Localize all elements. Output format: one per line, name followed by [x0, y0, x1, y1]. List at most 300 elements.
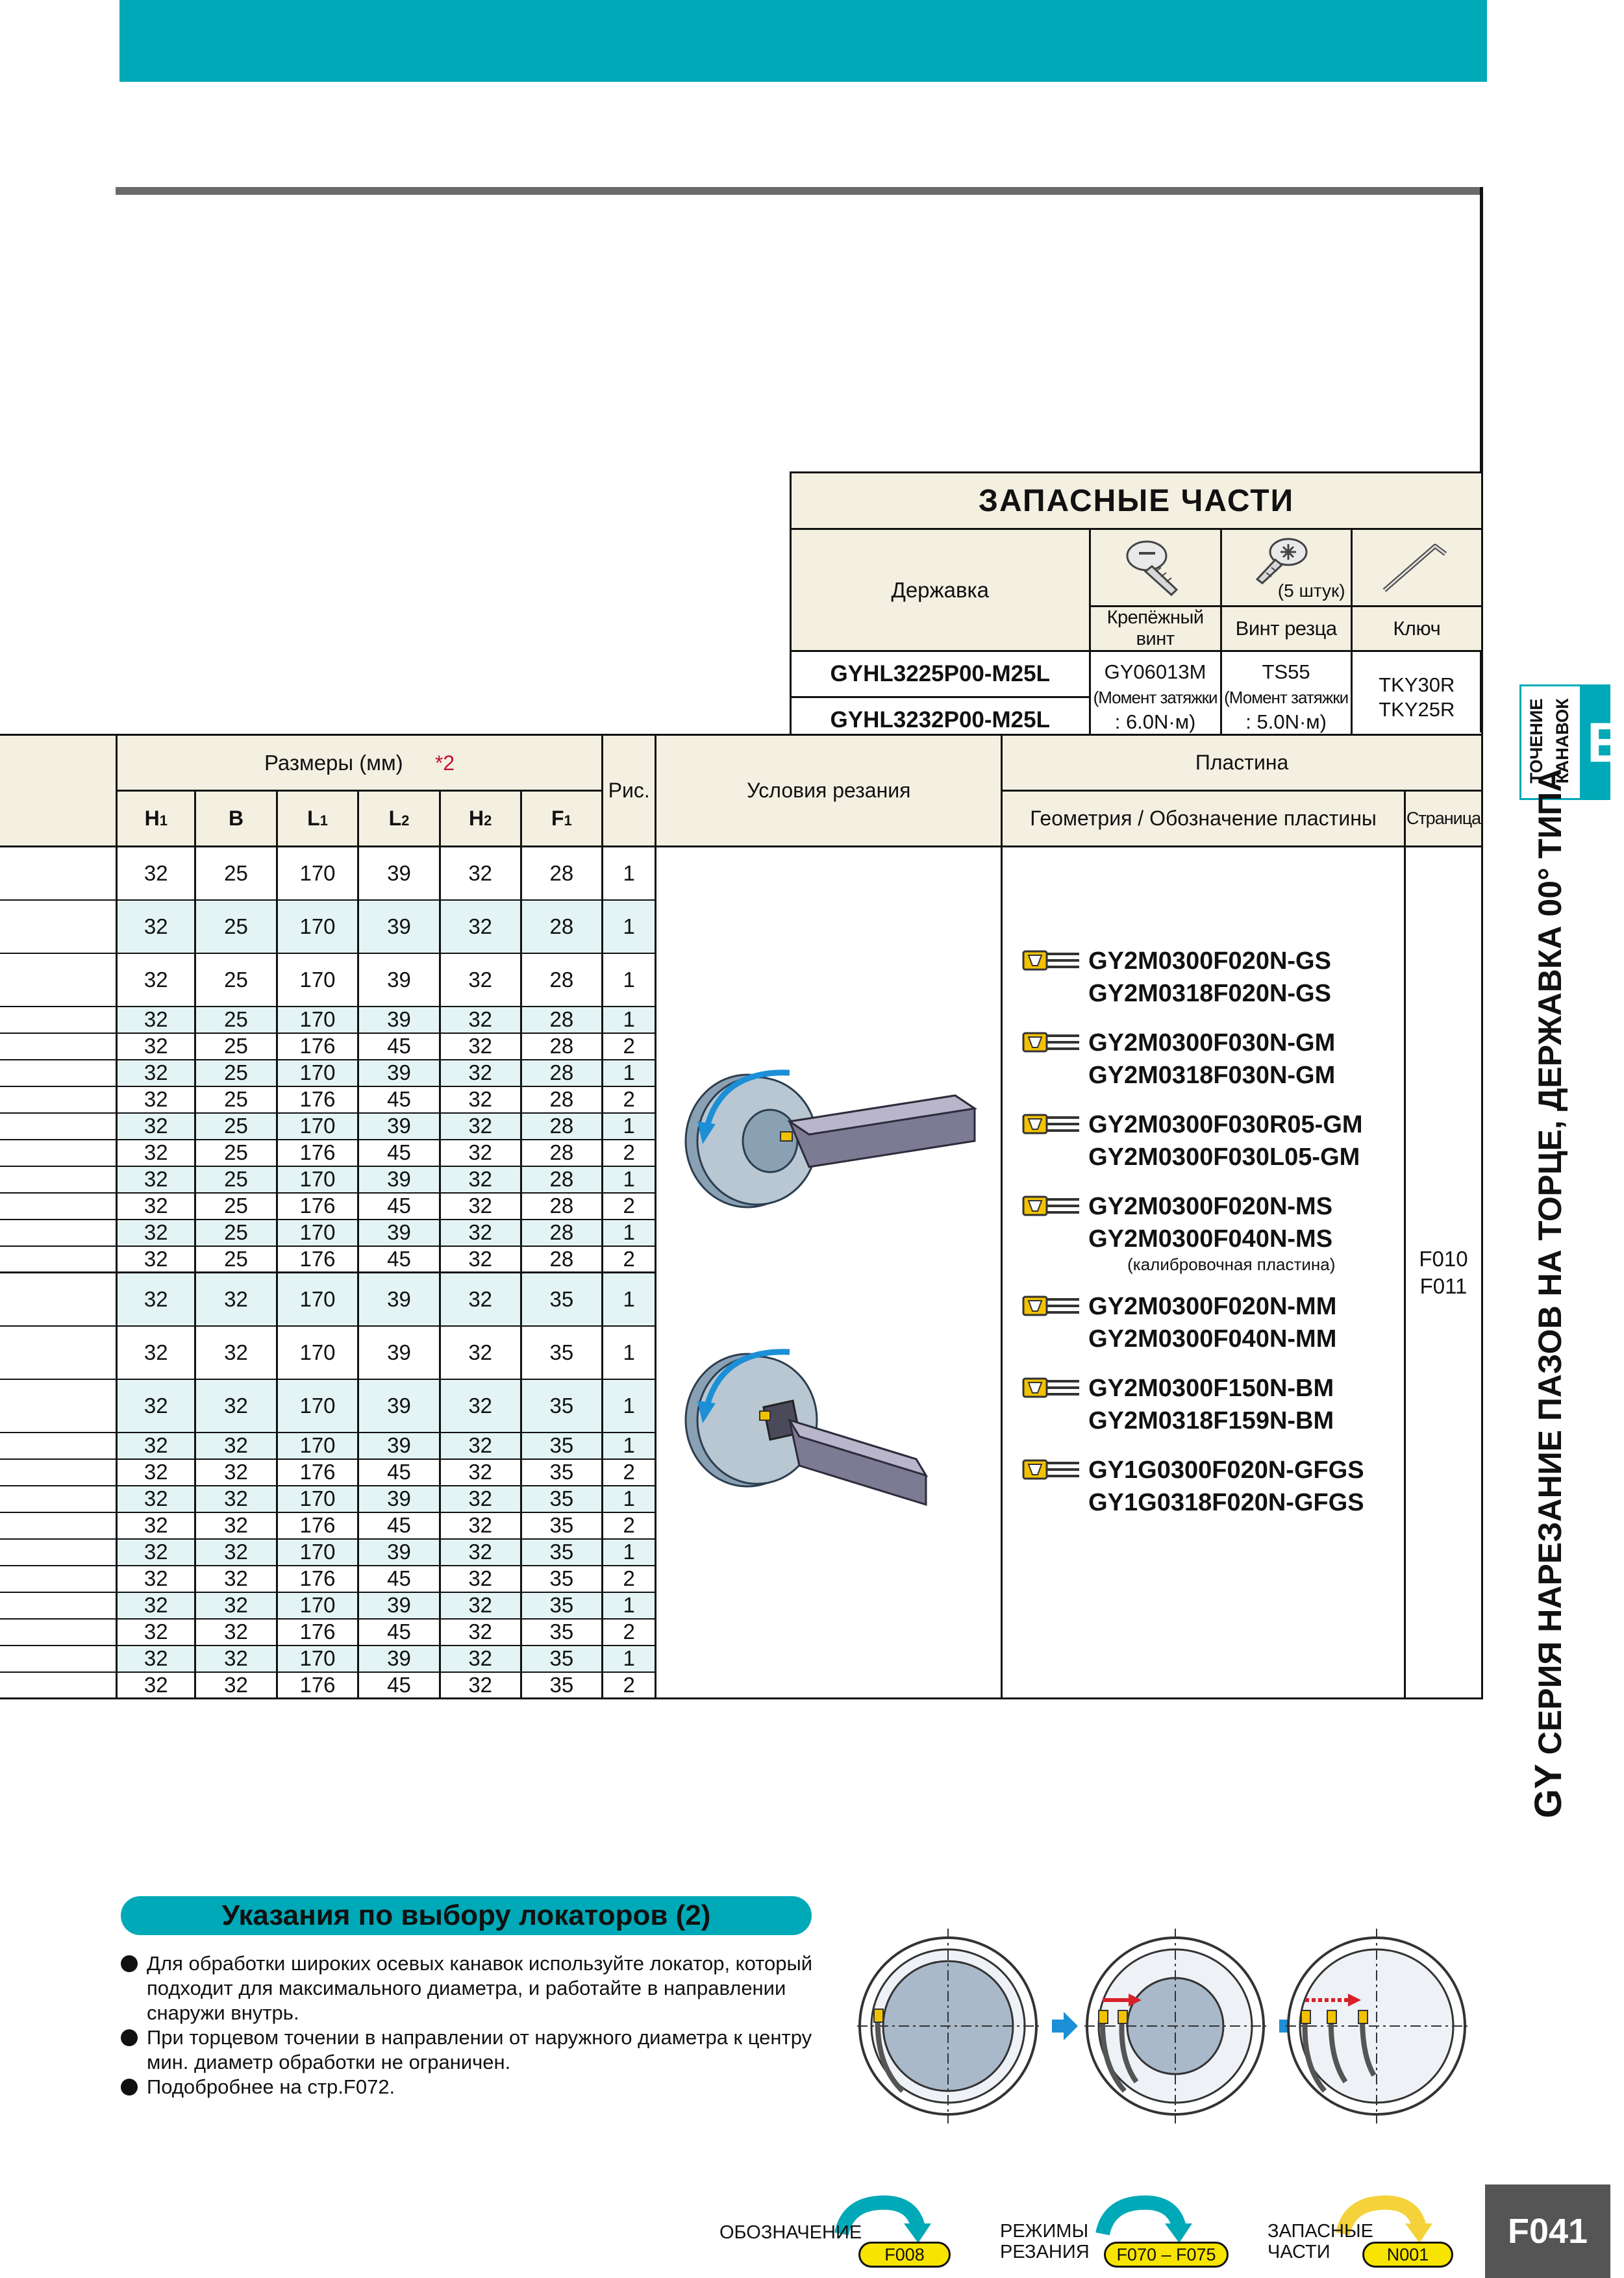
- h1-cell: 32: [117, 1007, 195, 1033]
- holder-code-cell: [0, 1672, 117, 1699]
- h2-cell: 32: [440, 953, 521, 1007]
- h1-cell: 32: [117, 1246, 195, 1273]
- b-cell: 32: [195, 1539, 277, 1566]
- holder-code: GYHL3232P00-M25L: [791, 697, 1090, 744]
- l2-cell: 45: [358, 1086, 440, 1113]
- insert-names: [1088, 945, 1331, 1010]
- l1-cell: 176: [277, 1566, 358, 1592]
- l1-cell: 170: [277, 1646, 358, 1672]
- table-row: [0, 847, 1482, 900]
- nav-label: ЗАПАСНЫЕ ЧАСТИ: [1268, 2221, 1373, 2262]
- l2-cell: 45: [358, 1512, 440, 1539]
- holder-code-cell: [0, 1459, 117, 1486]
- insert-designation: GY2M0300F020N-MS: [1088, 1193, 1333, 1220]
- insert-designation: GY2M0300F020N-GS: [1088, 947, 1331, 975]
- h2-cell: 32: [440, 1566, 521, 1592]
- h1-cell: 32: [117, 1273, 195, 1326]
- h1-cell: 32: [117, 1033, 195, 1060]
- ms-insert-icon: [1022, 1194, 1081, 1218]
- b-cell: 25: [195, 1007, 277, 1033]
- clamp-screw-torque-value: : 6.0N·м): [1114, 710, 1196, 733]
- cutting-conditions-header: Условия резания: [656, 735, 1002, 847]
- locators-bullets: [121, 1951, 822, 2099]
- holder-code-cell: [0, 1486, 117, 1512]
- insert-designation: GY2M0300F030N-GM: [1088, 1029, 1336, 1057]
- h2-cell: 32: [440, 1619, 521, 1646]
- nav-label: РЕЖИМЫ РЕЗАНИЯ: [1000, 2221, 1090, 2262]
- l2-cell: 39: [358, 1060, 440, 1086]
- bullet-item: Подобробнее на стр.F072.: [121, 2075, 822, 2099]
- l2-cell: 39: [358, 1113, 440, 1140]
- series-title-bold: GY: [1527, 1764, 1569, 1818]
- h1-cell: 32: [117, 1326, 195, 1379]
- f1-cell: 28: [521, 1246, 602, 1273]
- h1-cell: 32: [117, 1592, 195, 1619]
- h1-cell: 32: [117, 1086, 195, 1113]
- wrench-code: TKY30R: [1379, 673, 1455, 696]
- fig-cell: 2: [602, 1672, 655, 1699]
- col-header-h1: H1: [117, 791, 195, 847]
- h2-cell: 32: [440, 1459, 521, 1486]
- fig-cell: 1: [602, 900, 655, 953]
- holder-code-cell: [0, 1086, 117, 1113]
- insert-names: [1088, 1108, 1362, 1173]
- l2-cell: 45: [358, 1246, 440, 1273]
- gfgs-insert-icon: [1022, 1458, 1081, 1481]
- col-header-l2: L2: [358, 791, 440, 847]
- fig-cell: 1: [602, 1379, 655, 1433]
- insert-screw-torque-value: : 5.0N·м): [1245, 710, 1327, 733]
- insert-names: [1088, 1290, 1336, 1355]
- insert-item: [1022, 1290, 1404, 1355]
- col-header-f1: F1: [521, 791, 602, 847]
- locator-diagram: [857, 1929, 1468, 2123]
- fig-cell: 1: [602, 1273, 655, 1326]
- page-ref[interactable]: F011: [1419, 1273, 1468, 1298]
- arrow-right-icon: [1052, 2012, 1078, 2040]
- fig-cell: 2: [602, 1246, 655, 1273]
- clamp-screw-icon: [1119, 534, 1191, 599]
- l1-cell: 176: [277, 1140, 358, 1166]
- f1-cell: 35: [521, 1646, 602, 1672]
- fig-cell: 1: [602, 847, 655, 900]
- insert-list-cell: [1002, 847, 1405, 1699]
- insert-screw-part: [1221, 651, 1351, 744]
- l1-cell: 176: [277, 1672, 358, 1699]
- b-cell: 25: [195, 1193, 277, 1220]
- holder-code-cell: [0, 1566, 117, 1592]
- cutting-conditions-cell: [656, 847, 1002, 1699]
- l1-cell: 170: [277, 847, 358, 900]
- l2-cell: 45: [358, 1140, 440, 1166]
- l2-cell: 39: [358, 847, 440, 900]
- nav-designation[interactable]: [719, 2195, 953, 2266]
- l1-cell: 176: [277, 1193, 358, 1220]
- insert-screw-label: Винт резца: [1221, 607, 1351, 651]
- h1-cell: 32: [117, 1113, 195, 1140]
- l1-cell: 170: [277, 1486, 358, 1512]
- l1-cell: 170: [277, 1220, 358, 1246]
- illustration-fig2: [686, 1352, 926, 1505]
- insert-screw-code: TS55: [1262, 660, 1310, 683]
- clamp-screw-torque-label: (Момент затяжки: [1093, 688, 1218, 707]
- h1-cell: 32: [117, 1486, 195, 1512]
- fig-cell: 1: [602, 1592, 655, 1619]
- clamp-screw-label: Крепёжный винт: [1090, 607, 1221, 651]
- b-cell: 25: [195, 1060, 277, 1086]
- f1-cell: 35: [521, 1512, 602, 1539]
- holder-code-cell: [0, 1246, 117, 1273]
- l2-cell: 45: [358, 1193, 440, 1220]
- l2-cell: 39: [358, 1433, 440, 1459]
- f1-cell: 28: [521, 1033, 602, 1060]
- h2-cell: 32: [440, 1246, 521, 1273]
- fig-cell: 2: [602, 1566, 655, 1592]
- h2-cell: 32: [440, 1379, 521, 1433]
- holder-code-cell: [0, 1433, 117, 1459]
- clamp-screw-part: [1090, 651, 1221, 744]
- insert-designation: GY2M0300F040N-MM: [1088, 1325, 1337, 1353]
- face-grooving-illustration: [660, 849, 997, 1693]
- l2-cell: 45: [358, 1619, 440, 1646]
- wrench-label: Ключ: [1351, 607, 1482, 651]
- h2-cell: 32: [440, 1486, 521, 1512]
- h2-cell: 32: [440, 1113, 521, 1140]
- h1-cell: 32: [117, 1193, 195, 1220]
- h2-cell: 32: [440, 1433, 521, 1459]
- f1-cell: 28: [521, 1086, 602, 1113]
- bullet-item: При торцевом точении в направлении от наружного диаметра к центру мин. диаметр обработки не ограничен.: [121, 2025, 822, 2075]
- l1-cell: 170: [277, 1326, 358, 1379]
- l1-cell: 170: [277, 1166, 358, 1193]
- h1-cell: 32: [117, 1140, 195, 1166]
- holder-code-cell: [0, 1619, 117, 1646]
- insert-item: [1022, 945, 1404, 1010]
- fig-cell: 1: [602, 1646, 655, 1672]
- holder-code-cell: [0, 1379, 117, 1433]
- l2-cell: 45: [358, 1459, 440, 1486]
- h1-cell: 32: [117, 1672, 195, 1699]
- code-column-header: [0, 735, 117, 847]
- holder-code-cell: [0, 1646, 117, 1672]
- fig-cell: 1: [602, 1113, 655, 1140]
- insert-designation: GY2M0300F020N-MM: [1088, 1293, 1337, 1320]
- insert-designation: GY2M0300F030R05-GM: [1088, 1111, 1363, 1138]
- header-rule: [116, 187, 1482, 195]
- l2-cell: 39: [358, 953, 440, 1007]
- b-cell: 32: [195, 1379, 277, 1433]
- locator-step-3: [1286, 1929, 1468, 2123]
- fig-cell: 1: [602, 1539, 655, 1566]
- l1-cell: 170: [277, 1379, 358, 1433]
- h1-cell: 32: [117, 1566, 195, 1592]
- h1-cell: 32: [117, 1060, 195, 1086]
- insert-designation: GY2M0318F020N-GS: [1088, 980, 1331, 1007]
- l1-cell: 176: [277, 1033, 358, 1060]
- insert-list: [1022, 945, 1404, 1519]
- insert-names: [1088, 1454, 1364, 1519]
- l2-cell: 39: [358, 1486, 440, 1512]
- holder-code-cell: [0, 1140, 117, 1166]
- holder-code-cell: [0, 1193, 117, 1220]
- holder-code-cell: [0, 1512, 117, 1539]
- holder-code: GYHL3225P00-M25L: [791, 651, 1090, 697]
- insert-screw-torque-label: (Момент затяжки: [1224, 688, 1349, 707]
- insert-designation: GY2M0300F040N-MS: [1088, 1225, 1333, 1253]
- fig-cell: 2: [602, 1033, 655, 1060]
- illustration-fig1: [686, 1073, 975, 1207]
- wrench-code: TKY25R: [1379, 697, 1455, 721]
- bm-insert-icon: [1022, 1376, 1081, 1399]
- nav-spare-parts[interactable]: [1265, 2195, 1479, 2266]
- holder-code-cell: [0, 953, 117, 1007]
- l2-cell: 39: [358, 1007, 440, 1033]
- series-title: [1513, 768, 1584, 1818]
- b-cell: 32: [195, 1273, 277, 1326]
- h2-cell: 32: [440, 1512, 521, 1539]
- l1-cell: 176: [277, 1459, 358, 1486]
- b-cell: 32: [195, 1486, 277, 1512]
- insert-designation: GY1G0318F020N-GFGS: [1088, 1489, 1364, 1516]
- f1-cell: 28: [521, 1193, 602, 1220]
- fig-cell: 2: [602, 1619, 655, 1646]
- spare-parts-title: ЗАПАСНЫЕ ЧАСТИ: [791, 473, 1482, 529]
- nav-cutting-modes[interactable]: [1000, 2195, 1234, 2266]
- h2-cell: 32: [440, 1140, 521, 1166]
- h2-cell: 32: [440, 1033, 521, 1060]
- series-title-rest: СЕРИЯ НАРЕЗАНИЕ ПАЗОВ НА ТОРЦЕ, ДЕРЖАВКА 00° ТИПА: [1532, 768, 1568, 1764]
- dimensions-header: [117, 735, 603, 791]
- wrench-part: [1351, 651, 1482, 744]
- page-ref[interactable]: F010: [1419, 1246, 1468, 1271]
- holder-code-cell: [0, 1007, 117, 1033]
- insert-item: [1022, 1454, 1404, 1519]
- top-color-bar: [119, 0, 1487, 82]
- holder-header: Державка: [791, 529, 1090, 651]
- b-cell: 25: [195, 1166, 277, 1193]
- nav-label: ОБОЗНАЧЕНИЕ: [719, 2222, 862, 2243]
- h1-cell: 32: [117, 900, 195, 953]
- f1-cell: 28: [521, 900, 602, 953]
- insert-designation: GY2M0318F030N-GM: [1088, 1062, 1336, 1089]
- insert-designation: GY1G0300F020N-GFGS: [1088, 1457, 1364, 1484]
- clamp-screw-icon-cell: [1090, 529, 1221, 607]
- h2-cell: 32: [440, 1646, 521, 1672]
- b-cell: 25: [195, 900, 277, 953]
- l2-cell: 39: [358, 900, 440, 953]
- spare-parts-table: [790, 471, 1483, 744]
- insert-item: [1022, 1190, 1404, 1273]
- geometry-header: Геометрия / Обозначение пластины: [1002, 791, 1405, 847]
- l2-cell: 39: [358, 1326, 440, 1379]
- page-header: Страница: [1405, 791, 1482, 847]
- f1-cell: 28: [521, 847, 602, 900]
- b-cell: 25: [195, 1246, 277, 1273]
- dimensions-header-text: Размеры (мм): [264, 750, 403, 775]
- f1-cell: 35: [521, 1459, 602, 1486]
- b-cell: 32: [195, 1646, 277, 1672]
- nav-page-pill: F070 – F075: [1104, 2242, 1229, 2268]
- l2-cell: 39: [358, 1539, 440, 1566]
- h2-cell: 32: [440, 1166, 521, 1193]
- l1-cell: 170: [277, 1273, 358, 1326]
- fig-cell: 2: [602, 1459, 655, 1486]
- l2-cell: 39: [358, 1166, 440, 1193]
- locator-step-1: [857, 1929, 1039, 2123]
- wrench-icon: [1378, 537, 1456, 595]
- col-header-l1: L1: [277, 791, 358, 847]
- l1-cell: 170: [277, 953, 358, 1007]
- f1-cell: 35: [521, 1379, 602, 1433]
- f1-cell: 35: [521, 1619, 602, 1646]
- insert-item: [1022, 1372, 1404, 1437]
- f1-cell: 35: [521, 1326, 602, 1379]
- fig-cell: 2: [602, 1193, 655, 1220]
- h1-cell: 32: [117, 1619, 195, 1646]
- b-cell: 25: [195, 847, 277, 900]
- l1-cell: 170: [277, 1007, 358, 1033]
- f1-cell: 35: [521, 1539, 602, 1566]
- f1-cell: 35: [521, 1592, 602, 1619]
- insert-names: [1088, 1190, 1335, 1273]
- b-cell: 32: [195, 1592, 277, 1619]
- h2-cell: 32: [440, 1193, 521, 1220]
- f1-cell: 35: [521, 1433, 602, 1459]
- page-ref-cell: [1405, 847, 1482, 1699]
- f1-cell: 28: [521, 1140, 602, 1166]
- b-cell: 32: [195, 1566, 277, 1592]
- holder-code-cell: [0, 1539, 117, 1566]
- l1-cell: 170: [277, 1592, 358, 1619]
- fig-cell: 1: [602, 1166, 655, 1193]
- dimensions-note-mark: *2: [434, 751, 455, 775]
- l2-cell: 45: [358, 1672, 440, 1699]
- insert-designation: GY2M0318F159N-BM: [1088, 1407, 1334, 1434]
- l2-cell: 39: [358, 1646, 440, 1672]
- f1-cell: 28: [521, 1113, 602, 1140]
- b-cell: 32: [195, 1619, 277, 1646]
- insert-header: Пластина: [1002, 735, 1482, 791]
- insert-designation: GY2M0300F150N-BM: [1088, 1375, 1334, 1402]
- gm-r-insert-icon: [1022, 1112, 1081, 1136]
- fig-cell: 1: [602, 1007, 655, 1033]
- b-cell: 32: [195, 1672, 277, 1699]
- h1-cell: 32: [117, 1459, 195, 1486]
- b-cell: 25: [195, 1140, 277, 1166]
- f1-cell: 28: [521, 1220, 602, 1246]
- b-cell: 32: [195, 1459, 277, 1486]
- fig-cell: 2: [602, 1086, 655, 1113]
- l1-cell: 170: [277, 1539, 358, 1566]
- locators-title: Указания по выбору локаторов (2): [121, 1896, 812, 1935]
- b-cell: 25: [195, 953, 277, 1007]
- clamp-screw-code: GY06013M: [1104, 660, 1206, 683]
- f1-cell: 28: [521, 1060, 602, 1086]
- fig-cell: 2: [602, 1512, 655, 1539]
- h1-cell: 32: [117, 1379, 195, 1433]
- curved-arrow-icon: [1096, 2195, 1193, 2247]
- l1-cell: 176: [277, 1619, 358, 1646]
- b-cell: 25: [195, 1113, 277, 1140]
- h1-cell: 32: [117, 1539, 195, 1566]
- col-header-h2: H2: [440, 791, 521, 847]
- fig-cell: 1: [602, 1433, 655, 1459]
- l1-cell: 176: [277, 1246, 358, 1273]
- l1-cell: 170: [277, 1113, 358, 1140]
- l1-cell: 170: [277, 1060, 358, 1086]
- h2-cell: 32: [440, 1273, 521, 1326]
- holder-code-cell: [0, 1220, 117, 1246]
- l1-cell: 170: [277, 1433, 358, 1459]
- holder-code-cell: [0, 1033, 117, 1060]
- h1-cell: 32: [117, 1220, 195, 1246]
- gm-insert-icon: [1022, 1031, 1081, 1054]
- l2-cell: 45: [358, 1566, 440, 1592]
- insert-names: [1088, 1372, 1334, 1437]
- section-tab-letter: E: [1587, 712, 1624, 774]
- h2-cell: 32: [440, 1539, 521, 1566]
- gs-insert-icon: [1022, 949, 1081, 972]
- h2-cell: 32: [440, 1220, 521, 1246]
- nav-page-pill: F008: [858, 2242, 951, 2268]
- b-cell: 32: [195, 1512, 277, 1539]
- holder-code-cell: [0, 1326, 117, 1379]
- holder-dimensions-table: [0, 734, 1483, 1699]
- fig-cell: 1: [602, 1220, 655, 1246]
- h2-cell: 32: [440, 1672, 521, 1699]
- h2-cell: 32: [440, 1007, 521, 1033]
- holder-code-cell: [0, 900, 117, 953]
- page-number: F041: [1485, 2184, 1610, 2278]
- fig-header: Рис.: [602, 735, 655, 847]
- mm-insert-icon: [1022, 1294, 1081, 1318]
- insert-note: (калибровочная пластина): [1127, 1255, 1336, 1274]
- l1-cell: 170: [277, 900, 358, 953]
- f1-cell: 28: [521, 1166, 602, 1193]
- holder-code-cell: [0, 1273, 117, 1326]
- l1-cell: 176: [277, 1512, 358, 1539]
- holder-code-cell: [0, 847, 117, 900]
- h1-cell: 32: [117, 953, 195, 1007]
- l2-cell: 39: [358, 1379, 440, 1433]
- l1-cell: 176: [277, 1086, 358, 1113]
- h1-cell: 32: [117, 847, 195, 900]
- h2-cell: 32: [440, 1326, 521, 1379]
- f1-cell: 28: [521, 1007, 602, 1033]
- fig-cell: 1: [602, 953, 655, 1007]
- h2-cell: 32: [440, 1086, 521, 1113]
- h1-cell: 32: [117, 1433, 195, 1459]
- section-tab-label: КАНАВОК: [1553, 698, 1572, 784]
- f1-cell: 35: [521, 1273, 602, 1326]
- insert-item: [1022, 1027, 1404, 1092]
- h1-cell: 32: [117, 1646, 195, 1672]
- h2-cell: 32: [440, 900, 521, 953]
- h2-cell: 32: [440, 1592, 521, 1619]
- h1-cell: 32: [117, 1166, 195, 1193]
- b-cell: 32: [195, 1326, 277, 1379]
- f1-cell: 28: [521, 953, 602, 1007]
- insert-designation: GY2M0300F030L05-GM: [1088, 1144, 1360, 1171]
- l2-cell: 39: [358, 1273, 440, 1326]
- fig-cell: 1: [602, 1060, 655, 1086]
- insert-screw-icon: [1248, 532, 1319, 584]
- f1-cell: 35: [521, 1486, 602, 1512]
- holder-code-cell: [0, 1592, 117, 1619]
- nav-page-pill: N001: [1362, 2242, 1453, 2268]
- five-pcs-label: (5 штук): [1277, 581, 1345, 601]
- h2-cell: 32: [440, 847, 521, 900]
